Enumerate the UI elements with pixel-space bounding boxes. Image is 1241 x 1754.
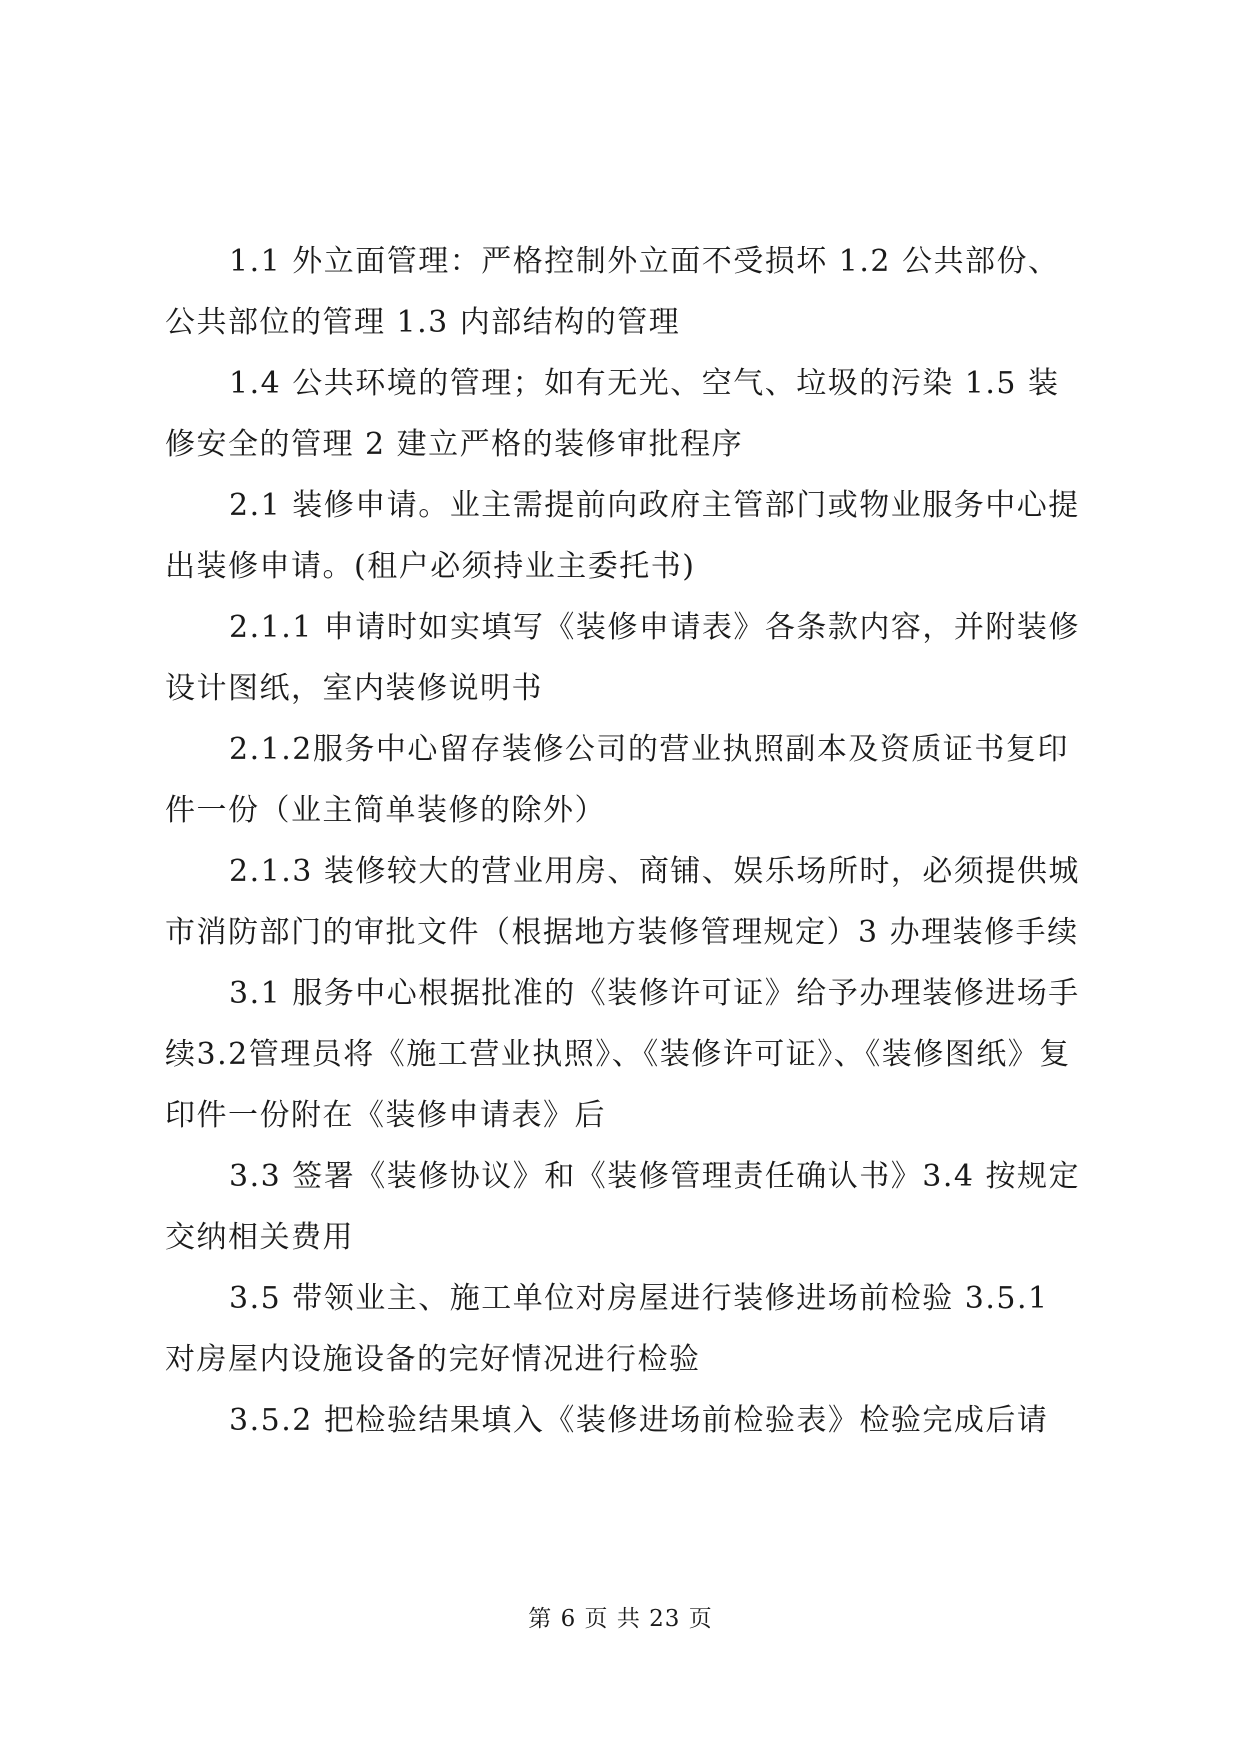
paragraph-1-1: 1.1 外立面管理：严格控制外立面不受损坏 1.2 公共部份、公共部位的管理 1.3 内部结构的管理 bbox=[165, 244, 1060, 340]
paragraph-2-1-2: 2.1.2服务中心留存装修公司的营业执照副本及资质证书复印件一份（业主简单装修的除外） bbox=[165, 732, 1069, 828]
paragraph-2-1-1: 2.1.1 申请时如实填写《装修申请表》各条款内容，并附装修设计图纸，室内装修说明书 bbox=[165, 610, 1080, 706]
paragraph-1-4: 1.4 公共环境的管理；如有无光、空气、垃圾的污染 1.5 装修安全的管理 2 建立严格的装修审批程序 bbox=[165, 366, 1060, 462]
paragraph-2-1-3: 2.1.3 装修较大的营业用房、商铺、娱乐场所时，必须提供城市消防部门的审批文件（根据地方装修管理规定）3 办理装修手续 bbox=[165, 854, 1080, 950]
paragraph-3-1: 3.1 服务中心根据批准的《装修许可证》给予办理装修进场手续3.2管理员将《施工营业执照》、《装修许可证》、《装修图纸》复印件一份附在《装修申请表》后 bbox=[165, 976, 1080, 1133]
page-number-footer: 第 6 页 共 23 页 bbox=[528, 1606, 713, 1632]
paragraph-3-3: 3.3 签署《装修协议》和《装修管理责任确认书》3.4 按规定交纳相关费用 bbox=[165, 1159, 1080, 1255]
paragraph-3-5: 3.5 带领业主、施工单位对房屋进行装修进场前检验 3.5.1 对房屋内设施设备的完好情况进行检验 bbox=[165, 1281, 1060, 1377]
paragraph-3-5-2: 3.5.2 把检验结果填入《装修进场前检验表》检验完成后请 bbox=[229, 1403, 1049, 1438]
paragraph-2-1: 2.1 装修申请。业主需提前向政府主管部门或物业服务中心提出装修申请。(租户必须持业主委托书) bbox=[165, 488, 1080, 584]
document-body bbox=[165, 231, 1085, 1451]
